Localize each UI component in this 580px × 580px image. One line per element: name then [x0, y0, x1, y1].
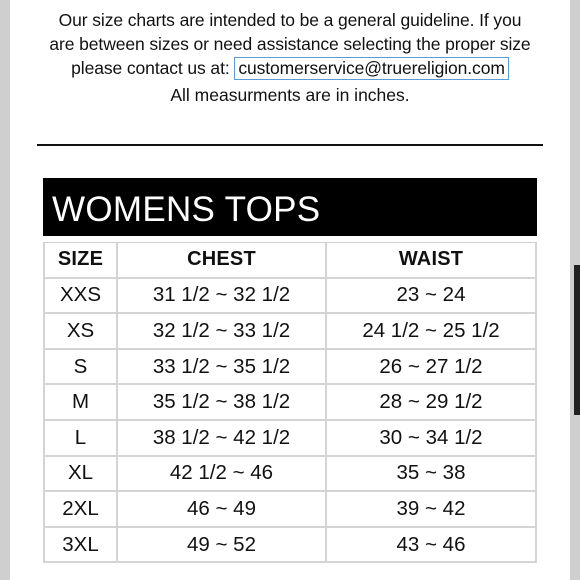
waist-cell: 35 ~ 38 [327, 457, 537, 493]
size-cell: L [43, 421, 118, 457]
section-title: WOMENS TOPS [43, 178, 537, 236]
chest-cell: 33 1/2 ~ 35 1/2 [118, 350, 327, 386]
size-cell: S [43, 350, 118, 386]
size-cell: 3XL [43, 528, 118, 564]
chest-cell: 49 ~ 52 [118, 528, 327, 564]
table-row [43, 279, 537, 315]
table-row [43, 492, 537, 528]
measurement-note: All measurments are in inches. [170, 85, 410, 105]
waist-cell: 24 1/2 ~ 25 1/2 [327, 314, 537, 350]
table-header-row [43, 243, 537, 279]
chest-cell: 38 1/2 ~ 42 1/2 [118, 421, 327, 457]
contact-prefix: please contact us at: [71, 58, 230, 78]
chest-cell: 35 1/2 ~ 38 1/2 [118, 385, 327, 421]
waist-cell: 26 ~ 27 1/2 [327, 350, 537, 386]
chest-cell: 32 1/2 ~ 33 1/2 [118, 314, 327, 350]
table-row [43, 421, 537, 457]
table-row [43, 350, 537, 386]
waist-cell: 43 ~ 46 [327, 528, 537, 564]
waist-cell: 39 ~ 42 [327, 492, 537, 528]
waist-cell: 28 ~ 29 1/2 [327, 385, 537, 421]
waist-cell: 30 ~ 34 1/2 [327, 421, 537, 457]
table-row [43, 314, 537, 350]
header-chest: CHEST [118, 243, 327, 279]
intro-line-3 [30, 56, 550, 80]
scrollbar-thumb[interactable] [574, 265, 580, 415]
chest-cell: 42 1/2 ~ 46 [118, 457, 327, 493]
header-waist: WAIST [327, 243, 537, 279]
size-cell: XS [43, 314, 118, 350]
intro-line-1: Our size charts are intended to be a general guideline. If you [58, 10, 522, 30]
intro-line-2: are between sizes or need assistance selecting the proper size [49, 34, 531, 54]
waist-cell: 23 ~ 24 [327, 279, 537, 315]
intro-text [30, 8, 550, 80]
size-cell: XXS [43, 279, 118, 315]
chest-cell: 31 1/2 ~ 32 1/2 [118, 279, 327, 315]
table-row [43, 457, 537, 493]
left-frame [0, 0, 10, 580]
section-divider [37, 144, 543, 146]
table-row [43, 528, 537, 564]
table-row [43, 385, 537, 421]
size-cell: 2XL [43, 492, 118, 528]
size-chart-table [43, 242, 537, 563]
header-size: SIZE [43, 243, 118, 279]
size-cell: M [43, 385, 118, 421]
chest-cell: 46 ~ 49 [118, 492, 327, 528]
email-link[interactable]: customerservice@truereligion.com [234, 57, 508, 80]
size-cell: XL [43, 457, 118, 493]
